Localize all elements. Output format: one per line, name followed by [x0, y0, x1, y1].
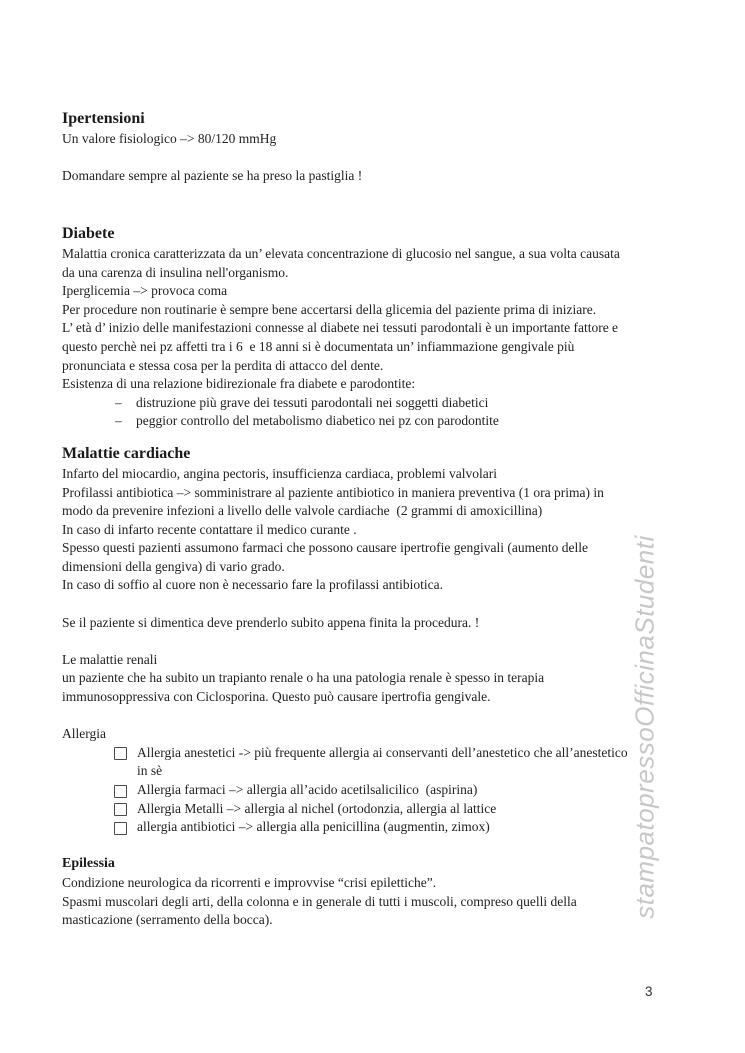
blank-line [62, 186, 628, 223]
text-line: allergia antibiotici –> allergia alla penicillina (augmentin, zimox) [137, 819, 490, 835]
checklist-item-text [137, 744, 628, 781]
text-line: Allergia Metalli –> allergia al nichel (ortodonzia, allergia al lattice [137, 800, 497, 816]
text-line: Allergia farmaci –> allergia all’acido acetilsalicilico (aspirina) [137, 782, 478, 797]
text-line: Le malattie renali [62, 651, 158, 667]
paragraph-cardiache-note [62, 614, 628, 633]
paragraph-cardiache-body [62, 465, 628, 595]
text-line: Iperglicemia –> provoca coma [62, 283, 228, 299]
page-number: 3 [645, 984, 653, 999]
dash-bullet-icon: – [115, 413, 122, 429]
bullet-item-text: distruzione più grave dei tessuti parodontali nei soggetti diabetici [136, 394, 489, 410]
document-content [62, 0, 628, 930]
text-line: modo da prevenire infezioni a livello delle valvole cardiache (2 grammi di amoxicillina) [62, 503, 543, 519]
text-line: questo perchè nei pz affetti tra i 6 e 18 anni si è documentata un’ infiammazione gengivale più [62, 338, 575, 354]
bullet-item [62, 412, 628, 431]
watermark-text: stampatopressoOfficinaStudenti [629, 535, 660, 919]
blank-line [62, 707, 628, 726]
text-line: Per procedure non routinarie è sempre bene accertarsi della glicemia del paziente prima di iniziare. [62, 301, 597, 317]
paragraph-diabete-body [62, 245, 628, 394]
text-line: Profilassi antibiotica –> somministrare al paziente antibiotico in maniera preventiva (1 ora prima) in [62, 484, 604, 500]
text-line: Spasmi muscolari degli arti, della colonna e in generale di tutti i muscoli, compreso quelli della [62, 893, 577, 909]
checkbox-icon[interactable] [114, 803, 127, 816]
text-line: Infarto del miocardio, angina pectoris, insufficienza cardiaca, problemi valvolari [62, 465, 497, 481]
section-heading-malattie-cardiache: Malattie cardiache [62, 444, 191, 462]
paragraph-ipertensioni-note [62, 167, 628, 186]
section-heading-diabete: Diabete [62, 224, 115, 242]
text-line: da una carenza di insulina nell'organismo. [62, 264, 289, 280]
blank-line [62, 149, 628, 168]
paragraph-epilessia-body [62, 874, 628, 930]
allergia-label: Allergia [62, 726, 106, 742]
bullet-item [62, 394, 628, 413]
text-line: In caso di infarto recente contattare il medico curante . [62, 521, 357, 537]
text-line: Condizione neurologica da ricorrenti e improvvise “crisi epilettiche”. [62, 874, 437, 890]
text-line: dimensioni della gengiva) di vario grado. [62, 558, 285, 574]
paragraph-ipertensioni-value [62, 130, 628, 149]
blank-line [62, 632, 628, 651]
checkbox-icon[interactable] [114, 822, 127, 835]
checklist-item-text [137, 800, 496, 819]
text-line: Allergia anestetici -> più frequente allergia ai conservanti dell’anestetico che all’anestetico [137, 744, 628, 760]
text-line: pronunciata e stessa cosa per la perdita di attacco del dente. [62, 357, 384, 373]
checkbox-icon[interactable] [114, 747, 127, 760]
allergia-checklist-item [114, 818, 628, 837]
blank-line [62, 837, 628, 856]
text-line: immunosoppressiva con Ciclosporina. Questo può causare ipertrofia gengivale. [62, 689, 491, 705]
text-line: un paziente che ha subito un trapianto renale o ha una patologia renale è spesso in terapia [62, 670, 545, 686]
allergia-checklist-item [114, 781, 628, 800]
allergia-checklist-item [114, 744, 628, 781]
text-line: In caso di soffio al cuore non è necessario fare la profilassi antibiotica. [62, 577, 443, 593]
text-line: Malattia cronica caratterizzata da un’ elevata concentrazione di glucosio nel sangue, a sua volta causata [62, 245, 620, 261]
dash-bullet-icon: – [115, 394, 122, 410]
text-line: Spesso questi pazienti assumono farmaci che possono causare ipertrofie gengivali (aumento delle [62, 540, 588, 556]
text-line: in sè [137, 763, 163, 779]
checklist-item-text [137, 781, 477, 800]
text-line: Esistenza di una relazione bidirezionale fra diabete e parodontite: [62, 376, 416, 392]
blank-line [62, 431, 628, 443]
section-heading-ipertensioni: Ipertensioni [62, 110, 145, 127]
checklist-item-text [137, 818, 490, 837]
blank-line [62, 595, 628, 614]
bullet-item-text: peggior controllo del metabolismo diabetico nei pz con parodontite [136, 413, 499, 429]
text-line: Se il paziente si dimentica deve prenderlo subito appena finita la procedura. ! [62, 614, 480, 630]
paragraph-malattie-renali [62, 651, 628, 707]
text-line: Domandare sempre al paziente se ha preso la pastiglia ! [62, 168, 363, 184]
allergia-checklist-item [114, 800, 628, 819]
text-line: L’ età d’ inizio delle manifestazioni connesse al diabete nei tessuti parodontali è un importante fattore e [62, 320, 619, 336]
section-heading-epilessia: Epilessia [62, 856, 115, 872]
text-line: Un valore fisiologico –> 80/120 mmHg [62, 131, 277, 146]
checkbox-icon[interactable] [114, 785, 127, 798]
text-line: masticazione (serramento della bocca). [62, 912, 273, 928]
